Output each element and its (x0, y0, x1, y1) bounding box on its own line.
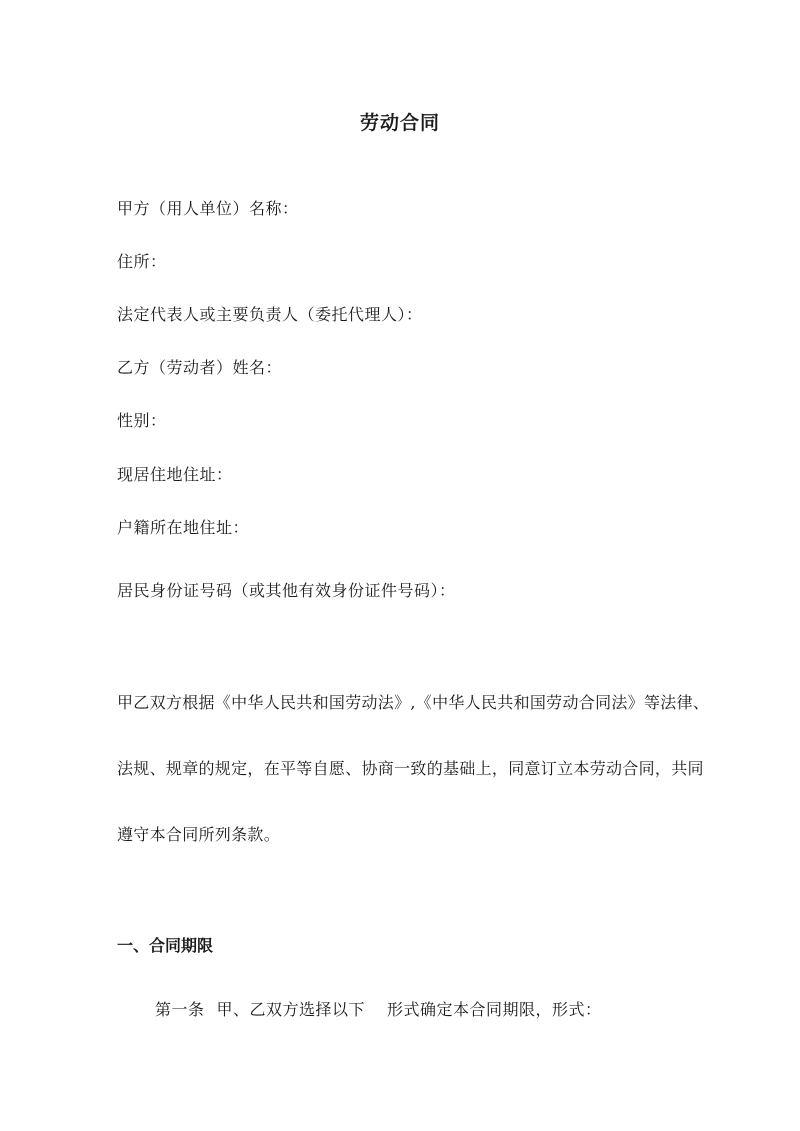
preamble-line-3: 遵守本合同所列条款。 (117, 825, 281, 844)
field-household-address: 户籍所在地住址： (117, 518, 250, 537)
preamble-line-1: 甲乙双方根据《中华人民共和国劳动法》,《中华人民共和国劳动合同法》等法律、 (117, 693, 710, 712)
field-employee-name: 乙方（劳动者）姓名： (117, 358, 283, 377)
field-id-number: 居民身份证号码（或其他有效身份证件号码）： (117, 581, 456, 600)
document-title: 劳动合同 (359, 112, 440, 134)
article-1-text-after-blank: 形式确定本合同期限，形式： (387, 1000, 602, 1019)
field-gender: 性别： (117, 411, 167, 430)
article-1-text-before-blank: 甲、乙双方选择以下 (216, 1000, 366, 1019)
field-employer-address: 住所： (117, 252, 167, 271)
field-legal-representative: 法定代表人或主要负责人（委托代理人）： (117, 305, 423, 324)
section-heading-contract-term: 一、合同期限 (117, 936, 214, 955)
article-1-label: 第一条 (155, 1000, 205, 1019)
article-1 (155, 997, 602, 1020)
field-current-address: 现居住地住址： (117, 465, 233, 484)
preamble-line-2: 法规、规章的规定，在平等自愿、协商一致的基础上，同意订立本劳动合同，共同 (117, 759, 704, 778)
field-employer-name: 甲方（用人单位）名称： (117, 199, 299, 218)
